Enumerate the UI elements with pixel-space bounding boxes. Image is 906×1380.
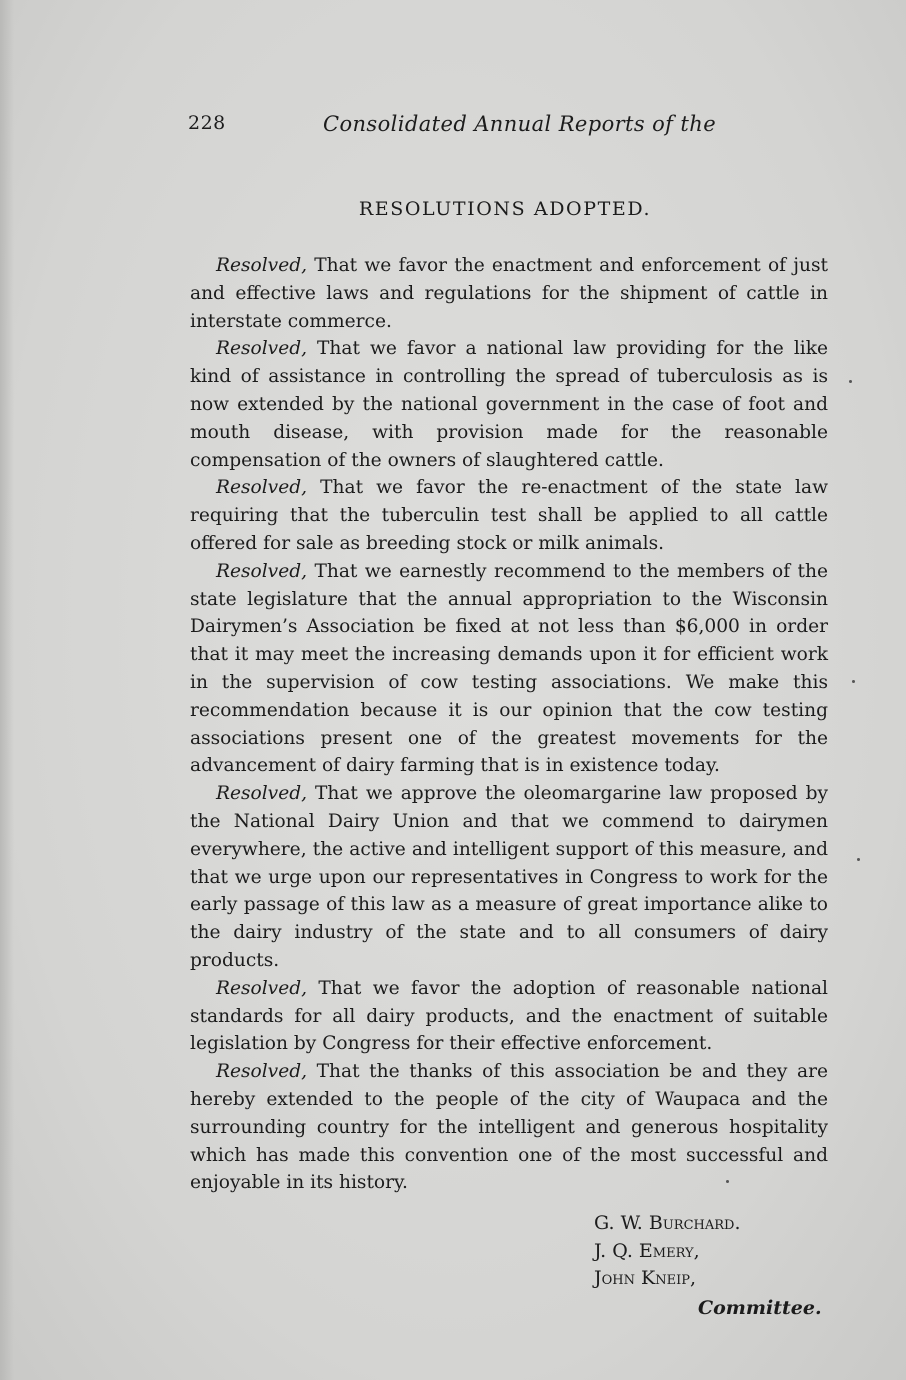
resolution-text: That we favor the enactment and enforcement of just and effective laws and regulations for the shipment of cattle in interstate commerce. — [190, 255, 828, 332]
signer-name: G. W. Burchard. — [594, 1212, 741, 1234]
resolution-text: That we favor a national law providing for the like kind of assistance in controlling the spread of tuberculosis as is now extended by the national government in the case of foot and mouth disease, with provision made for the reasonable compensation of the owners of slaughtered cattle. — [190, 338, 828, 471]
resolution-paragraph — [190, 780, 828, 975]
running-header — [188, 112, 828, 142]
resolutions-body — [190, 252, 828, 1197]
resolution-paragraph — [190, 558, 828, 780]
resolution-text: That we favor the adoption of reasonable national standards for all dairy products, and the enactment of suitable legislation by Congress for their effective enforcement. — [190, 977, 828, 1055]
signer-name: John Kneip, — [594, 1267, 697, 1289]
running-title: Consolidated Annual Reports of the — [323, 112, 717, 136]
resolution-paragraph — [190, 252, 828, 335]
scan-speck — [849, 380, 852, 383]
resolution-text: That we favor the re-enactment of the state law requiring that the tuberculin test shall be applied to all cattle offered for sale as breeding stock or milk animals. — [190, 477, 828, 554]
scan-speck — [726, 1180, 729, 1183]
resolved-lead: Resolved, — [216, 477, 308, 499]
resolution-paragraph — [190, 474, 828, 557]
scan-speck — [852, 680, 855, 683]
resolved-lead: Resolved, — [216, 783, 308, 805]
resolved-lead: Resolved, — [216, 560, 308, 582]
signer-name: J. Q. Emery, — [594, 1239, 700, 1262]
resolved-lead: Resolved, — [216, 977, 308, 999]
scan-speck — [857, 858, 860, 861]
resolved-lead: Resolved, — [216, 1061, 308, 1083]
page-number: 228 — [188, 112, 226, 134]
resolution-paragraph — [190, 1058, 828, 1197]
resolution-text: That the thanks of this association be and they are hereby extended to the people of the city of Waupaca and the surrounding country for the intelligent and generous hospitality which has made this convention one of the most successful and enjoyable in its history. — [190, 1061, 828, 1194]
resolved-lead: Resolved, — [216, 255, 308, 276]
resolution-paragraph — [190, 975, 828, 1058]
resolution-text: That we approve the oleomargarine law proposed by the National Dairy Union and that we commend to dairymen everywhere, the active and intelligent support of this measure, and that we urge upon our representatives in Congress to work for the early passage of this law as a measure of great importance alike to the dairy industry of the state and to all consumers of dairy products. — [190, 783, 828, 971]
committee-label: Committee. — [698, 1296, 822, 1319]
resolved-lead: Resolved, — [216, 338, 308, 360]
signature-block — [594, 1210, 834, 1322]
resolution-text: That we earnestly recommend to the members of the state legislature that the annual appropriation to the Wisconsin Dairymen’s Association be fixed at not less than $6,000 in order that it may meet the increasing demands upon it for efficient work in the supervision of cow testing associations. We make this recommendation because it is our opinion that the cow testing associations present one of the greatest movements for the advancement of dairy farming that is in existence today. — [190, 560, 828, 777]
section-title: RESOLUTIONS ADOPTED. — [358, 198, 652, 220]
resolution-paragraph — [190, 335, 828, 474]
